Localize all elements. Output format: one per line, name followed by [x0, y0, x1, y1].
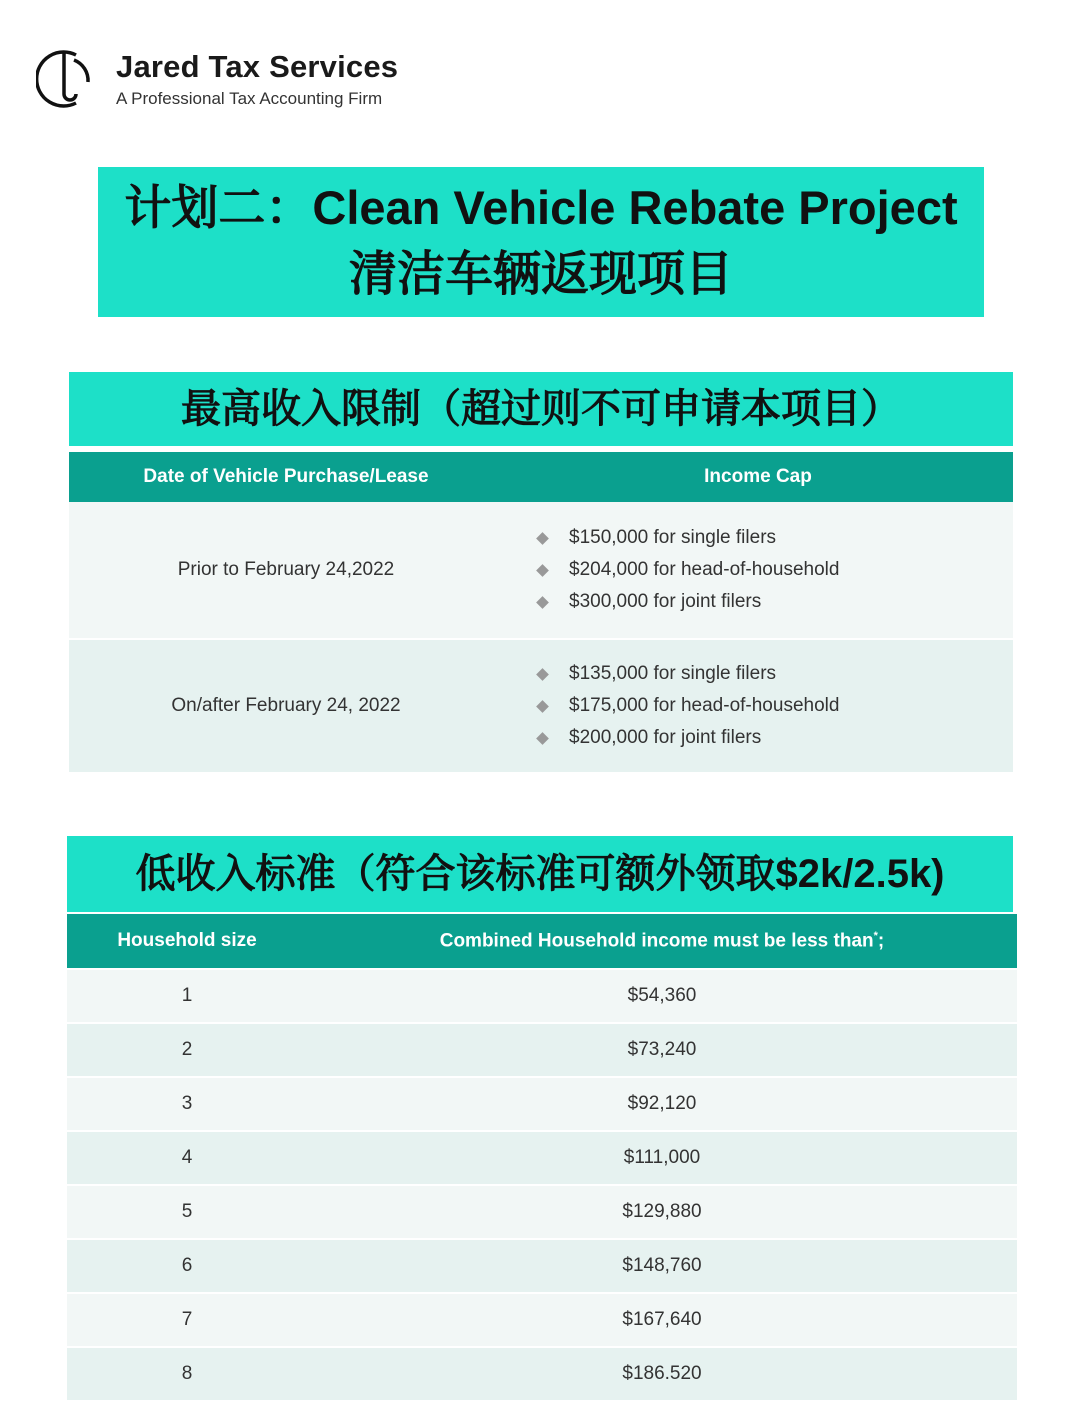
household-size-cell: 3 — [67, 1077, 307, 1131]
cap-text: $300,000 for joint filers — [569, 591, 762, 612]
table-row — [67, 1131, 1017, 1185]
income-limit-heading: 最高收入限制（超过则不可申请本项目） — [69, 372, 1013, 446]
brand-name: Jared Tax Services — [116, 49, 399, 84]
column-header-income-cap: Income Cap — [503, 452, 1013, 502]
income-cell: $73,240 — [307, 1023, 1017, 1077]
income-cell: $129,880 — [307, 1185, 1017, 1239]
household-size-cell: 4 — [67, 1131, 307, 1185]
income-cap-table — [69, 452, 1013, 772]
jts-logo-icon — [36, 46, 96, 112]
cap-text: $200,000 for joint filers — [569, 727, 762, 748]
diamond-bullet-icon — [536, 532, 549, 545]
cap-text: $150,000 for single filers — [569, 527, 777, 548]
table-row — [67, 969, 1017, 1023]
header-punctuation: ; — [877, 930, 885, 952]
table-row — [67, 1239, 1017, 1293]
cap-text: $175,000 for head-of-household — [569, 695, 840, 716]
income-cell: $92,120 — [307, 1077, 1017, 1131]
income-cell: $54,360 — [307, 969, 1017, 1023]
list-item — [536, 586, 1012, 618]
diamond-bullet-icon — [536, 564, 549, 577]
main-title-line1: 计划二：Clean Vehicle Rebate Project — [124, 181, 958, 234]
income-cell: $167,640 — [307, 1293, 1017, 1347]
low-income-heading: 低收入标准（符合该标准可额外领取$2k/2.5k) — [67, 836, 1013, 912]
brand-text — [116, 49, 398, 109]
low-income-header-row — [67, 914, 1017, 969]
table-row — [69, 639, 1013, 772]
diamond-bullet-icon — [536, 668, 549, 681]
list-item — [536, 658, 1012, 690]
main-title-banner — [98, 167, 984, 317]
table-row — [67, 1023, 1017, 1077]
household-size-cell: 5 — [67, 1185, 307, 1239]
table-row — [67, 1293, 1017, 1347]
household-size-cell: 1 — [67, 969, 307, 1023]
diamond-bullet-icon — [536, 732, 549, 745]
household-size-cell: 6 — [67, 1239, 307, 1293]
table-row — [67, 1185, 1017, 1239]
income-cap-cell — [503, 502, 1013, 639]
list-item — [536, 722, 1012, 754]
household-size-cell: 2 — [67, 1023, 307, 1077]
cap-text: $204,000 for head-of-household — [569, 559, 840, 580]
brand-tagline: A Professional Tax Accounting Firm — [116, 89, 383, 108]
list-item — [536, 690, 1012, 722]
purchase-date-cell: Prior to February 24,2022 — [69, 502, 503, 639]
main-title-line2: 清洁车辆返现项目 — [348, 248, 733, 301]
list-item — [536, 522, 1012, 554]
table-row — [69, 502, 1013, 639]
low-income-table — [67, 914, 1017, 1400]
list-item — [536, 554, 1012, 586]
brand-header — [36, 44, 398, 114]
column-header-income-limit — [307, 914, 1017, 969]
column-header-date: Date of Vehicle Purchase/Lease — [69, 452, 503, 502]
household-size-cell: 8 — [67, 1347, 307, 1400]
diamond-bullet-icon — [536, 700, 549, 713]
purchase-date-cell: On/after February 24, 2022 — [69, 639, 503, 772]
table-row — [67, 1347, 1017, 1400]
footnote-mark: * — [873, 929, 878, 942]
income-limit-header-text: Combined Household income must be less than — [439, 930, 874, 952]
income-cell: $186.520 — [307, 1347, 1017, 1400]
household-size-cell: 7 — [67, 1293, 307, 1347]
cap-text: $135,000 for single filers — [569, 663, 777, 684]
income-cell: $148,760 — [307, 1239, 1017, 1293]
diamond-bullet-icon — [536, 596, 549, 609]
income-cap-cell — [503, 639, 1013, 772]
income-cap-header-row — [69, 452, 1013, 502]
income-cell: $111,000 — [307, 1131, 1017, 1185]
table-row — [67, 1077, 1017, 1131]
column-header-household-size: Household size — [67, 914, 307, 969]
